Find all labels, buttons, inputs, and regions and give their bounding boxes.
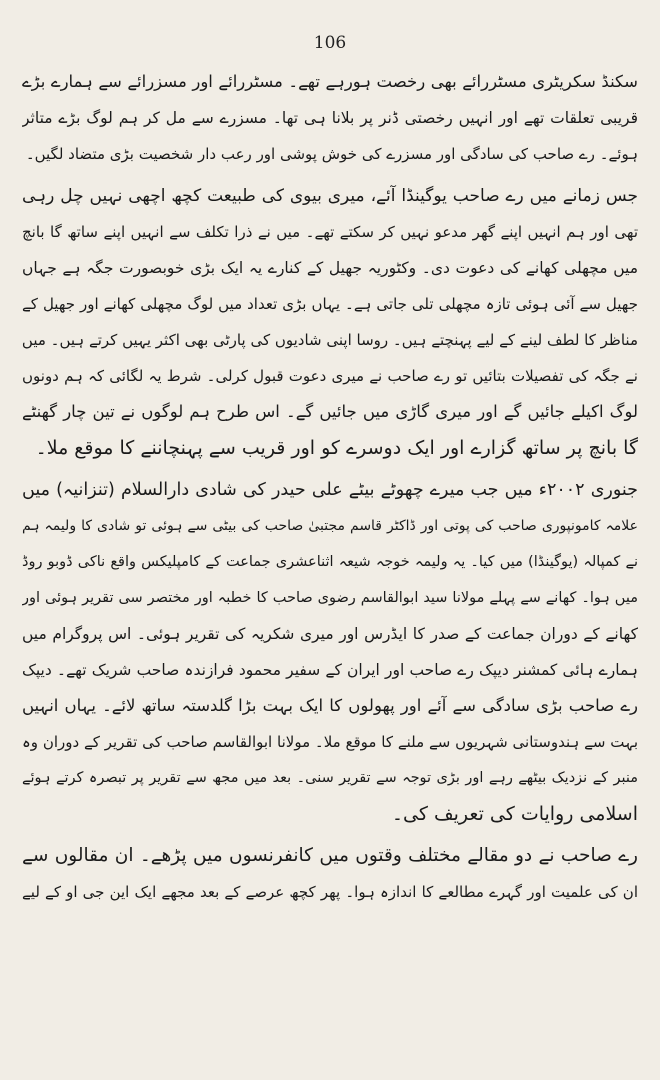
paragraph xyxy=(22,64,638,172)
text-line: علامہ کامونپوری صاحب کی پوتی اور ڈاکٹر قاسم مجتبیٰ صاحب کی بیٹی سے ہوئی تو شادی کا ولیمہ ہم xyxy=(22,518,638,534)
text-line: نے جگہ کی تفصیلات بتائیں تو رے صاحب نے میری دعوت قبول کرلی۔ شرط یہ لگائی کہ ہم دونوں xyxy=(22,367,638,385)
text-line: اسلامی روایات کی تعریف کی۔ xyxy=(391,803,638,825)
text-line: ہوئے۔ رے صاحب کی سادگی اور مسزرے کی خوش پوشی اور رعب دار شخصیت بڑی متضاد لگیں۔ xyxy=(25,145,638,163)
text-line: کھانے کے دوران جماعت کے صدر کا ایڈرس اور میری شکریہ کی تقریر ہوئی۔ اس پروگرام میں xyxy=(22,625,638,643)
text-line: جس زمانے میں رے صاحب یوگینڈا آئے، میری بیوی کی طبیعت کچھ اچھی نہیں چل رہی xyxy=(22,186,638,206)
page-body xyxy=(22,64,638,910)
text-line: نے کمپالہ (یوگینڈا) میں کیا۔ یہ ولیمہ خوجہ شیعہ اثناعشری جماعت کے کامپلیکس واقع ناکی ڈوبو روڈ xyxy=(22,554,638,570)
text-line: سکنڈ سکریٹری مسٹررائے بھی رخصت ہورہے تھے۔ مسٹررائے اور مسزرائے سے ہمارے بڑے xyxy=(22,72,638,91)
text-line: ہمارے ہائی کمشنر دیپک رے صاحب اور ایران کے سفیر محمود فرازندہ صاحب شریک تھے۔ دیپک xyxy=(22,661,638,679)
page-number: 106 xyxy=(313,33,347,53)
text-line: قریبی تعلقات تھے اور انہیں رخصتی ڈنر پر بلانا ہی تھا۔ مسزرے سے مل کر ہم لوگ بڑے متاثر xyxy=(22,109,638,127)
paragraph xyxy=(22,838,638,910)
text-line: بہت سے ہندوستانی شہریوں سے ملنے کا موقع ملا۔ مولانا ابوالقاسم صاحب کی تقریر کے دوران وہ xyxy=(22,733,638,751)
paragraph xyxy=(22,472,638,832)
text-line: ان کی علمیت اور گہرے مطالعے کا اندازہ ہوا۔ پھر کچھ عرصے کے بعد مجھے ایک این جی او کے لیے xyxy=(22,883,638,901)
text-line: جنوری ۲۰۰۲ء میں جب میرے چھوٹے بیٹے علی حیدر کی شادی دارالسلام (تنزانیہ) میں xyxy=(22,480,638,500)
text-line: گا بانچ پر ساتھ گزارے اور ایک دوسرے کو اور قریب سے پہنچاننے کا موقع ملا۔ xyxy=(35,437,638,459)
text-line: میں ہوا۔ کھانے سے پہلے مولانا سید ابوالقاسم رضوی صاحب کا خطبہ اور مختصر سی تقریر ہوئی اور xyxy=(22,590,638,606)
text-line: لوگ اکیلے جائیں گے اور میری گاڑی میں جائیں گے۔ اس طرح ہم لوگوں نے تین چار گھنٹے xyxy=(22,402,638,421)
text-line: رے صاحب نے دو مقالے مختلف وقتوں میں کانفرنسوں میں پڑھے۔ ان مقالوں سے xyxy=(22,845,638,866)
text-line: تھی اور ہم انہیں اپنے گھر مدعو نہیں کر سکتے تھے۔ میں نے ذرا تکلف سے انہیں اپنے ساتھ گا بانچ xyxy=(22,223,638,241)
paragraph xyxy=(22,178,638,466)
text-line: مناظر کا لطف لینے کے لیے پہنچتے ہیں۔ روسا اپنی شادیوں کی پارٹی بھی اکثر یہیں کرتے ہیں۔ میں xyxy=(22,331,638,349)
text-line: منبر کے نزدیک بیٹھے رہے اور بڑی توجہ سے تقریر سنی۔ بعد میں مجھ سے تقریر پر تبصرہ کرتے ہوئے xyxy=(22,770,638,786)
text-line: جھیل سے آئی ہوئی تازہ مچھلی تلی جاتی ہے۔ یہاں بڑی تعداد میں لوگ مچھلی کھانے اور جھیل کے xyxy=(22,295,638,313)
text-line: میں مچھلی کھانے کی دعوت دی۔ وکٹوریہ جھیل کے کنارے یہ ایک بڑی خوبصورت جگہ ہے جہاں xyxy=(22,259,638,277)
text-line: رے صاحب بڑی سادگی سے آئے اور پھولوں کا ایک بہت بڑا گلدستہ ساتھ لائے۔ یہاں انہیں xyxy=(22,696,638,715)
